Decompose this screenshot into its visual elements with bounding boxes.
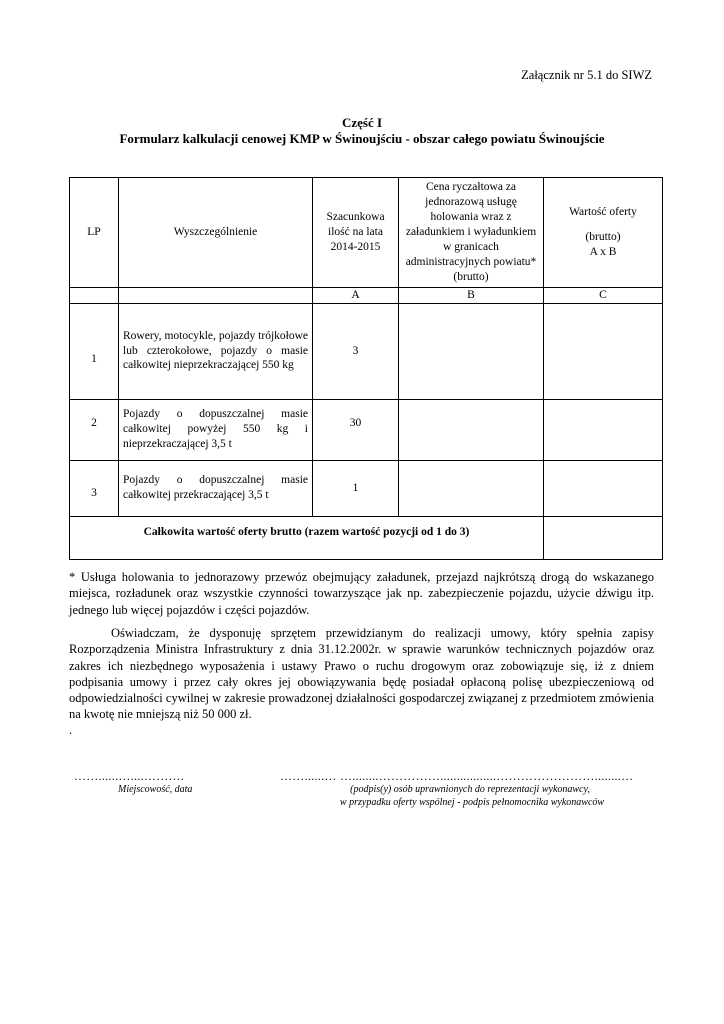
place-date-label: Miejscowość, data	[118, 784, 193, 795]
table-row	[70, 460, 663, 516]
row-unit-price-cell[interactable]	[399, 460, 544, 516]
row-offer-value-cell[interactable]	[544, 303, 663, 399]
column-letter-a: A	[313, 287, 399, 303]
form-title: Formularz kalkulacji cenowej KMP w Świnoujściu - obszar całego powiatu Świnoujście	[119, 131, 605, 146]
row-unit-price-cell[interactable]	[399, 303, 544, 399]
row-offer-value-cell[interactable]	[544, 460, 663, 516]
total-row	[70, 516, 663, 559]
empty-cell	[70, 287, 119, 303]
column-letters-row	[70, 287, 663, 303]
annex-label: Załącznik nr 5.1 do SIWZ	[521, 68, 652, 82]
row-offer-value-cell[interactable]	[544, 399, 663, 460]
header-unit-price: Cena ryczałtowa za jednorazową usługę holowania wraz z załadunkiem i wyładunkiem w granicach administracyjnych powiatu* (brutto)	[399, 178, 544, 288]
row-quantity: 30	[313, 399, 399, 460]
row-quantity: 1	[313, 460, 399, 516]
place-date-field[interactable]: ……......…....……….	[74, 769, 185, 783]
row-lp: 3	[70, 460, 119, 516]
header-lp: LP	[70, 178, 119, 288]
header-offer-value	[544, 178, 663, 288]
table-header-row	[70, 178, 663, 288]
table-row	[70, 303, 663, 399]
stray-dot: .	[69, 723, 73, 737]
part-title: Część I	[341, 115, 383, 130]
total-value-cell[interactable]	[544, 516, 663, 559]
signature-label-line2: w przypadku oferty wspólnej - podpis pełnomocnika wykonawców	[339, 797, 605, 808]
total-label: Całkowita wartość oferty brutto (razem wartość pozycji od 1 do 3)	[70, 516, 544, 559]
calculation-table	[69, 177, 663, 560]
row-description: Pojazdy o dopuszczalnej masie całkowitej przekraczającej 3,5 t	[119, 460, 313, 516]
row-description: Pojazdy o dopuszczalnej masie całkowitej powyżej 550 kg i nieprzekraczającej 3,5 t	[119, 399, 313, 460]
header-offer-value-line3: A x B	[589, 245, 617, 258]
signature-label-line1: (podpis(y) osób uprawnionych do reprezentacji wykonawcy,	[350, 784, 590, 795]
row-lp: 1	[70, 303, 119, 399]
header-description: Wyszczególnienie	[119, 178, 313, 288]
row-lp: 2	[70, 399, 119, 460]
declaration: Oświadczam, że dysponuję sprzętem przewidzianym do realizacji umowy, który spełnia zapisy Rozporządzenia Ministra Infrastruktury z dnia 31.12.2002r. w sprawie warunków technicznych pojazdów oraz zakres ich niezbędnego wyposażenia i ustawy Prawo o ruchu drogowym oraz zobowiązuje się, iż z dniem podpisania umowy i przez cały okres jej obowiązywania będę posiadał opłaconą polisę ubezpieczeniową od odpowiedzialności cywilnej w zakresie prowadzonej działalności gospodarczej związanej z przedmiotem zmówienia na kwotę nie mniejszą niż 50 000 zł.	[69, 626, 654, 722]
header-offer-value-line1: Wartość oferty	[569, 205, 637, 218]
header-quantity: Szacunkowa ilość na lata 2014-2015	[313, 178, 399, 288]
footnote: * Usługa holowania to jednorazowy przewóz obejmujący załadunek, przejazd najkrótszą drogą do wskazanego miejsca, rozładunek oraz wszystkie czynności towarzyszące jak np. zabezpieczenie pojazdu, użycie dźwigu itp. jednego lub więcej pojazdów i części pojazdów.	[69, 570, 654, 617]
table-row	[70, 399, 663, 460]
empty-cell	[119, 287, 313, 303]
header-offer-value-line2: (brutto)	[585, 230, 621, 243]
signature-field[interactable]: ……......… …........…………….................……………………........…	[280, 769, 634, 783]
row-unit-price-cell[interactable]	[399, 399, 544, 460]
column-letter-b: B	[399, 287, 544, 303]
row-description: Rowery, motocykle, pojazdy trójkołowe lub czterokołowe, pojazdy o masie całkowitej nieprzekraczającej 550 kg	[119, 303, 313, 399]
column-letter-c: C	[544, 287, 663, 303]
row-quantity: 3	[313, 303, 399, 399]
